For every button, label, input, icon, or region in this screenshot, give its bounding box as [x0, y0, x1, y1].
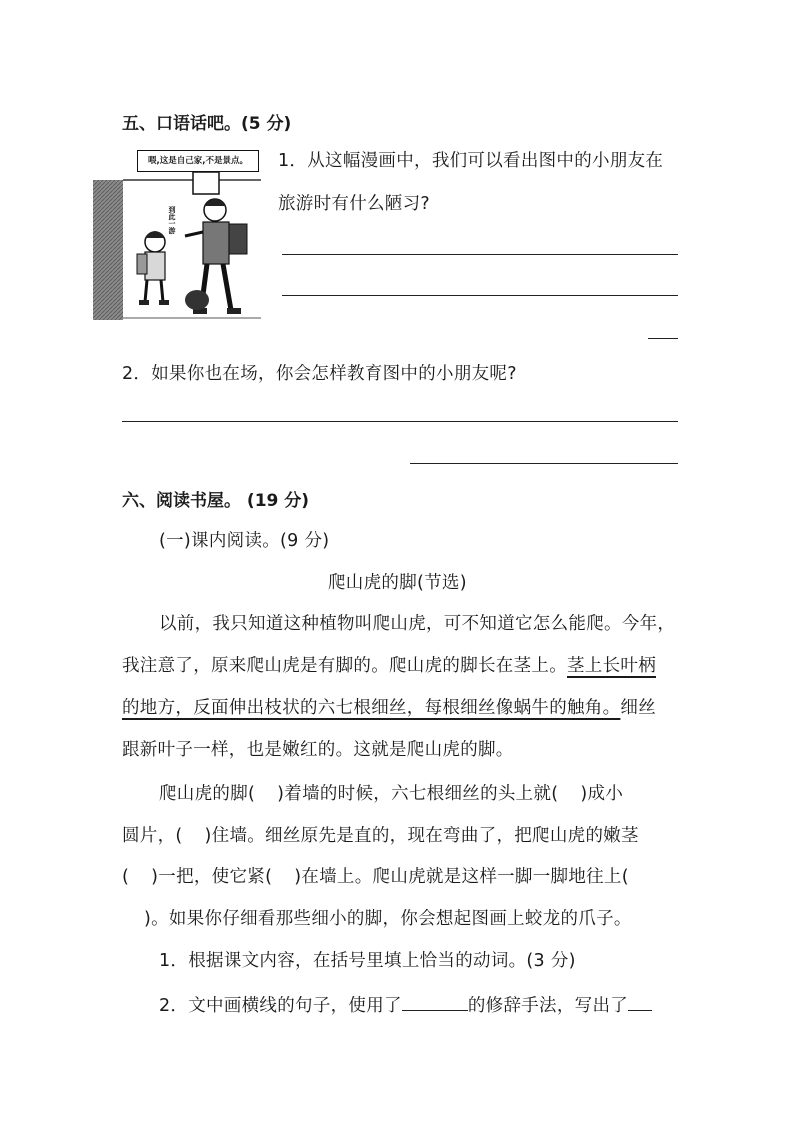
- answer-line-3[interactable]: [648, 338, 678, 339]
- answer-line-5[interactable]: [410, 463, 678, 464]
- passage-text: )住墙。细丝原先是直的，现在弯曲了，把爬山虎的嫩茎: [204, 826, 639, 846]
- passage-line: [122, 652, 656, 677]
- cartoon-illustration: [93, 150, 261, 326]
- answer-line-2[interactable]: [282, 295, 678, 296]
- passage-line: 以前，我只知道这种植物叫爬山虎，可不知道它怎么能爬。今年，: [159, 614, 676, 634]
- sub-heading: (一)课内阅读。(9 分): [159, 531, 330, 551]
- graffiti-text: 到此一游: [168, 206, 176, 234]
- rhetoric-blank[interactable]: [402, 992, 468, 1011]
- passage-text: 我注意了，原来爬山虎是有脚的。爬山虎的脚长在茎上。: [122, 656, 567, 676]
- effect-blank[interactable]: [628, 992, 652, 1011]
- passage-text: 细丝: [620, 698, 657, 718]
- section-5-heading: 五、口语话吧。(5 分): [122, 114, 292, 134]
- section-6-heading: 六、阅读书屋。 (19 分): [122, 491, 310, 511]
- passage-line: [159, 780, 623, 805]
- passage-text: )一把，使它紧(: [151, 867, 273, 887]
- question-text: 的修辞手法，写出了: [467, 996, 629, 1016]
- passage-text: )成小: [580, 784, 624, 804]
- speech-bubble: 喂,这是自己家,不是景点。: [137, 150, 259, 172]
- passage-text: 爬山虎的脚(: [159, 784, 256, 804]
- question-6-2: [159, 992, 652, 1017]
- underlined-sentence: 的地方，反面伸出枝状的六七根细丝，每根细丝像蜗牛的触角。: [122, 698, 621, 718]
- passage-line: [122, 822, 639, 847]
- passage-text: (: [122, 867, 130, 887]
- passage-line: [122, 694, 656, 719]
- underlined-sentence: 茎上长叶柄: [567, 656, 656, 676]
- passage-text: 圆片，(: [122, 826, 183, 846]
- passage-text: )在墙上。爬山虎就是这样一脚一脚地往上(: [294, 867, 629, 887]
- answer-line-4[interactable]: [122, 421, 678, 422]
- passage-line: 跟新叶子一样，也是嫩红的。这就是爬山虎的脚。: [122, 740, 514, 760]
- answer-line-1[interactable]: [282, 254, 678, 255]
- cartoon-drawing: [93, 150, 261, 326]
- question-6-1: 1．根据课文内容，在括号里填上恰当的动词。(3 分): [159, 951, 576, 971]
- passage-line: [136, 905, 632, 930]
- passage-text: )着墙的时候，六七根细丝的头上就(: [277, 784, 559, 804]
- question-5-2: 2．如果你也在场，你会怎样教育图中的小朋友呢?: [122, 364, 517, 384]
- passage-line: [122, 863, 629, 888]
- passage-title: 爬山虎的脚(节选): [328, 573, 467, 593]
- question-5-1-line-2: 旅游时有什么陋习?: [278, 194, 430, 214]
- question-5-1-line-1: 1．从这幅漫画中，我们可以看出图中的小朋友在: [278, 151, 664, 171]
- passage-text: )。如果你仔细看那些细小的脚，你会想起图画上蛟龙的爪子。: [144, 909, 632, 929]
- question-text: 2．文中画横线的句子，使用了: [159, 996, 402, 1016]
